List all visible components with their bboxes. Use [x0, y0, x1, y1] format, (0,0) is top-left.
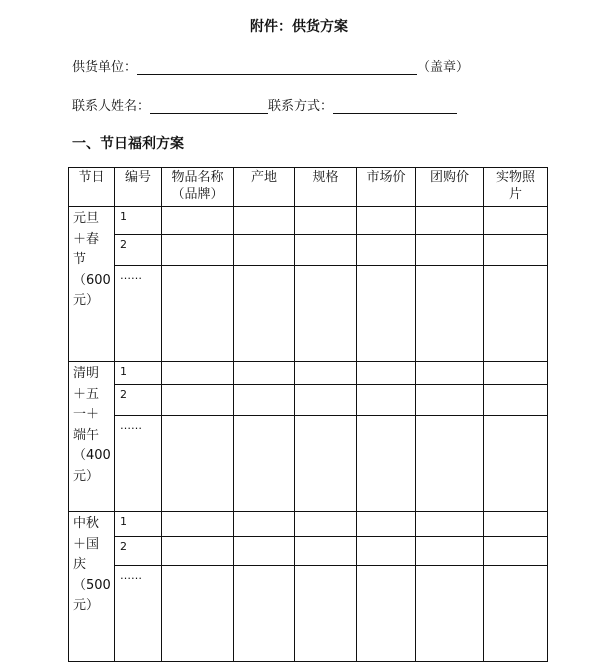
cell-spec[interactable] — [295, 266, 357, 362]
cell-spec[interactable] — [295, 512, 357, 537]
contact-name-blank[interactable] — [150, 99, 268, 114]
table-row — [69, 266, 548, 362]
cell-photo[interactable] — [484, 362, 548, 385]
cell-group-price[interactable] — [416, 266, 484, 362]
contact-name-label: 联系人姓名： — [72, 99, 151, 114]
item-number: 1 — [115, 362, 162, 385]
supplier-label: 供货单位： — [72, 60, 138, 75]
cell-group-price[interactable] — [416, 537, 484, 566]
cell-item-name[interactable] — [162, 207, 234, 235]
item-number: 2 — [115, 235, 162, 266]
cell-market-price[interactable] — [357, 235, 416, 266]
cell-group-price[interactable] — [416, 512, 484, 537]
header-festival: 节日 — [69, 168, 115, 207]
cell-group-price[interactable] — [416, 207, 484, 235]
festival-cell-2: 清明 ＋五 一＋ 端午 （400 元） — [69, 362, 115, 512]
cell-item-name[interactable] — [162, 566, 234, 662]
festival-cell-3: 中秋 ＋国 庆 （500 元） — [69, 512, 115, 662]
header-photo: 实物照 片 — [484, 168, 548, 207]
cell-group-price[interactable] — [416, 385, 484, 416]
item-number: …… — [115, 416, 162, 512]
cell-spec[interactable] — [295, 537, 357, 566]
item-number: 1 — [115, 512, 162, 537]
supplier-line — [72, 56, 469, 75]
cell-origin[interactable] — [234, 235, 295, 266]
cell-photo[interactable] — [484, 512, 548, 537]
cell-item-name[interactable] — [162, 362, 234, 385]
item-number: …… — [115, 266, 162, 362]
cell-photo[interactable] — [484, 235, 548, 266]
cell-group-price[interactable] — [416, 416, 484, 512]
cell-origin[interactable] — [234, 416, 295, 512]
cell-photo[interactable] — [484, 566, 548, 662]
cell-origin[interactable] — [234, 385, 295, 416]
cell-photo[interactable] — [484, 207, 548, 235]
supplier-blank[interactable] — [137, 60, 417, 75]
header-origin: 产地 — [234, 168, 295, 207]
table-row — [69, 362, 548, 385]
cell-origin[interactable] — [234, 266, 295, 362]
contact-line — [72, 95, 457, 114]
cell-origin[interactable] — [234, 362, 295, 385]
header-item-name: 物品名称 （品牌） — [162, 168, 234, 207]
section-title: 一、节日福利方案 — [72, 136, 184, 152]
cell-origin[interactable] — [234, 537, 295, 566]
cell-item-name[interactable] — [162, 266, 234, 362]
stamp-label: （盖章） — [417, 60, 470, 75]
cell-item-name[interactable] — [162, 385, 234, 416]
table-row — [69, 207, 548, 235]
cell-item-name[interactable] — [162, 416, 234, 512]
cell-group-price[interactable] — [416, 362, 484, 385]
cell-photo[interactable] — [484, 385, 548, 416]
cell-group-price[interactable] — [416, 566, 484, 662]
cell-spec[interactable] — [295, 416, 357, 512]
cell-origin[interactable] — [234, 512, 295, 537]
table-row — [69, 385, 548, 416]
contact-method-blank[interactable] — [333, 99, 457, 114]
cell-photo[interactable] — [484, 537, 548, 566]
table-row — [69, 566, 548, 662]
cell-spec[interactable] — [295, 362, 357, 385]
document-title: 附件：供货方案 — [250, 19, 348, 35]
header-row — [69, 168, 548, 207]
cell-item-name[interactable] — [162, 537, 234, 566]
item-number: 2 — [115, 385, 162, 416]
item-number: …… — [115, 566, 162, 662]
cell-spec[interactable] — [295, 566, 357, 662]
cell-group-price[interactable] — [416, 235, 484, 266]
cell-item-name[interactable] — [162, 235, 234, 266]
cell-market-price[interactable] — [357, 385, 416, 416]
cell-market-price[interactable] — [357, 566, 416, 662]
cell-spec[interactable] — [295, 385, 357, 416]
cell-market-price[interactable] — [357, 266, 416, 362]
cell-market-price[interactable] — [357, 512, 416, 537]
table-row — [69, 235, 548, 266]
cell-photo[interactable] — [484, 416, 548, 512]
festival-cell-1: 元旦 ＋春 节 （600 元） — [69, 207, 115, 362]
supply-table — [68, 167, 548, 662]
header-market-price: 市场价 — [357, 168, 416, 207]
table-row — [69, 416, 548, 512]
cell-item-name[interactable] — [162, 512, 234, 537]
cell-spec[interactable] — [295, 207, 357, 235]
header-number: 编号 — [115, 168, 162, 207]
item-number: 2 — [115, 537, 162, 566]
table-row — [69, 537, 548, 566]
cell-market-price[interactable] — [357, 416, 416, 512]
cell-market-price[interactable] — [357, 537, 416, 566]
contact-method-label: 联系方式： — [268, 99, 334, 114]
header-spec: 规格 — [295, 168, 357, 207]
header-group-price: 团购价 — [416, 168, 484, 207]
cell-market-price[interactable] — [357, 362, 416, 385]
cell-origin[interactable] — [234, 207, 295, 235]
item-number: 1 — [115, 207, 162, 235]
cell-origin[interactable] — [234, 566, 295, 662]
cell-market-price[interactable] — [357, 207, 416, 235]
cell-photo[interactable] — [484, 266, 548, 362]
cell-spec[interactable] — [295, 235, 357, 266]
table-row — [69, 512, 548, 537]
